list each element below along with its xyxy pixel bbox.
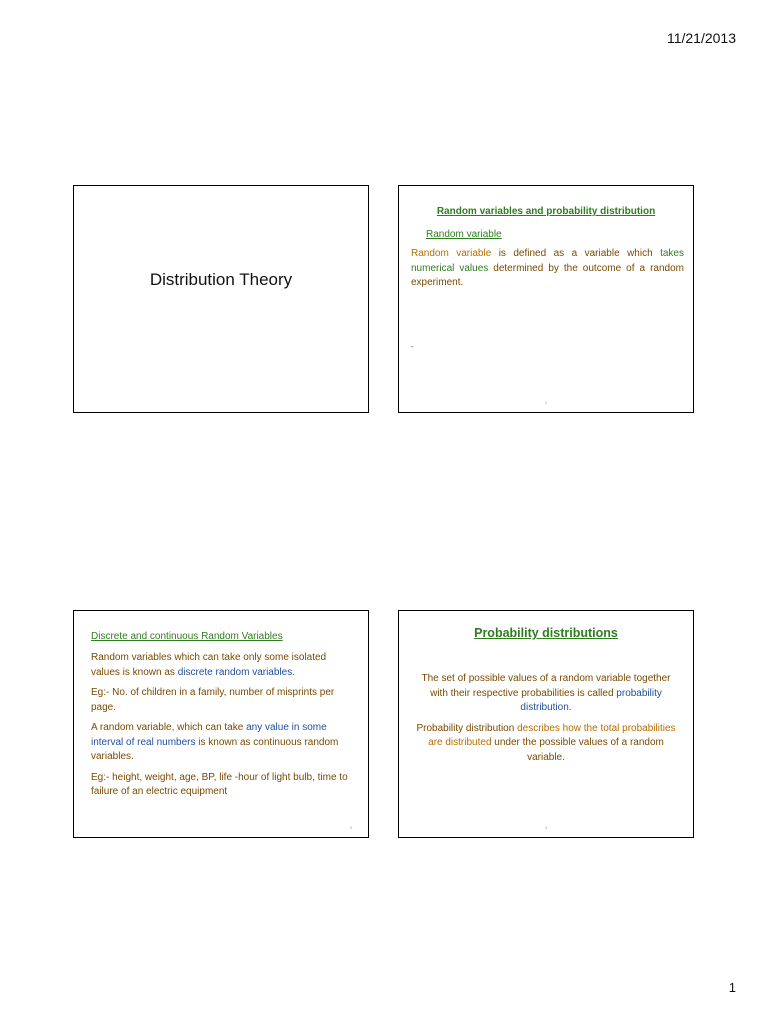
body-text-segment: A random variable, which can take [91,722,247,733]
body-text-segment: Random variables which can take only some isolated values is known as [91,652,327,678]
paragraph [91,721,354,765]
term-probability-distribution: probability distribution [520,687,662,713]
slide-4-thumbnail [398,610,694,838]
slide-3-thumbnail [73,610,369,838]
slide-body-text [91,651,354,806]
slide-number: 4 [545,825,548,830]
slide-heading: Probability distributions [474,626,618,640]
paragraph [413,722,679,766]
body-text-segment: determined by the outcome of a random experiment. [411,262,684,288]
body-text-segment: under the possible values of a random variable. [491,737,664,763]
body-text-segment: is defined as a variable which [491,248,661,259]
paragraph-example: Eg:- No. of children in a family, number of misprints per page. [91,687,335,713]
term-any-value-interval: any value in some interval of real numbers [91,722,327,748]
bullet-dash: - [411,342,414,351]
print-date: 11/21/2013 [666,30,736,46]
slide-heading: Random variables and probability distribution [436,206,656,217]
term-discrete-random-variables: discrete random variables. [177,666,295,678]
slide-2-thumbnail [398,185,694,413]
slide-1-thumbnail [73,185,369,413]
page-number: 1 [728,980,736,995]
slide-body-text [411,247,684,291]
slide-heading: Discrete and continuous Random Variables [91,631,283,642]
body-text-segment: . [568,702,572,713]
paragraph [91,651,354,680]
slide-number: 2 [545,400,548,405]
paragraph [413,672,679,716]
slide-subheading: Random variable [426,229,502,240]
slide-number: 3 [349,825,352,830]
body-text-segment: Probability distribution [416,722,518,734]
term-random-variable: Random variable [411,248,492,259]
paragraph-example: Eg:- height, weight, age, BP, life -hour of light bulb, time to failure of an electric equipment [91,771,348,797]
term-describes-total-probabilities: describes how the total probabilities are distributed [428,722,676,748]
term-numerical-values: takes numerical values [411,248,684,274]
slide-title: Distribution Theory [149,270,293,289]
body-text-segment: The set of possible values of a random variable together with their respective probabilities is called [421,673,671,699]
slide-body-text [413,672,679,771]
body-text-segment: is known as continuous random variables. [91,736,339,762]
